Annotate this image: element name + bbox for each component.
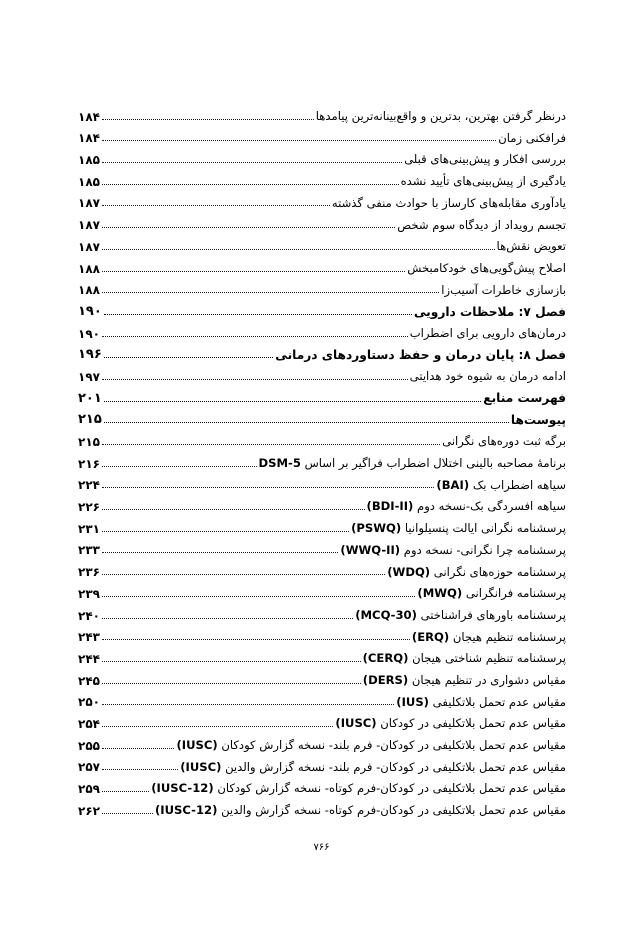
toc-entry xyxy=(78,449,566,471)
toc-entry-title xyxy=(411,629,566,645)
toc-entry-code: (IUSC-12) xyxy=(154,803,218,818)
dot-leader xyxy=(104,357,273,358)
dot-leader xyxy=(102,162,402,163)
toc-entry xyxy=(78,753,566,775)
dot-leader xyxy=(102,748,174,749)
table-of-contents xyxy=(78,102,566,818)
toc-entry xyxy=(78,579,566,601)
toc-page-number: ۱۹۶ xyxy=(78,347,102,363)
toc-entry xyxy=(78,796,566,818)
toc-entry xyxy=(78,666,566,688)
toc-entry-text: پرسشنامه چرا نگرانی- نسخه دوم xyxy=(403,542,566,557)
toc-entry-title xyxy=(409,325,566,341)
toc-entry xyxy=(78,709,566,731)
page-number: ۷۶۶ xyxy=(313,842,330,853)
toc-entry-title xyxy=(410,371,566,384)
toc-entry xyxy=(78,536,566,558)
dot-leader xyxy=(102,704,394,705)
toc-page-number: ۲۲۴ xyxy=(78,478,100,493)
dot-leader xyxy=(102,726,333,727)
toc-page-number: ۱۸۷ xyxy=(78,218,100,233)
toc-page-number: ۲۳۱ xyxy=(78,521,100,536)
toc-page-number: ۲۶۲ xyxy=(78,803,100,818)
toc-entry-title xyxy=(180,759,566,775)
toc-entry xyxy=(78,145,566,167)
toc-entry xyxy=(78,644,566,666)
toc-entry-text: تجسم رویداد از دیدگاه سوم شخص xyxy=(397,217,566,232)
toc-entry-text: فصل ۸: پایان درمان و حفظ دستاوردهای درمانی xyxy=(275,348,566,363)
toc-entry-text: مقیاس عدم تحمل بلاتکلیفی در کودکان-فرم کوتاه- نسخه گزارش کودکان xyxy=(217,781,566,796)
dot-leader xyxy=(102,205,330,206)
dot-leader xyxy=(102,249,495,250)
toc-entry-code: (IUSC) xyxy=(176,738,218,753)
toc-entry-text: تعویض نقش‌ها xyxy=(496,239,566,254)
toc-entry-title xyxy=(396,694,566,710)
dot-leader xyxy=(102,552,338,553)
dot-leader xyxy=(102,618,353,619)
toc-entry-title xyxy=(404,154,566,167)
toc-entry-text: مقیاس دشواری در تنظیم هیجان xyxy=(411,672,566,687)
toc-entry xyxy=(78,471,566,493)
toc-entry-title xyxy=(355,607,566,623)
toc-entry-title xyxy=(401,176,566,189)
toc-entry xyxy=(78,254,566,276)
toc-entry-title xyxy=(176,740,566,753)
toc-page-number: ۱۹۷ xyxy=(78,369,100,384)
toc-entry-title xyxy=(351,523,566,536)
toc-entry xyxy=(78,189,566,211)
toc-entry xyxy=(78,167,566,189)
toc-entry-text: فرافکنی زمان xyxy=(498,130,566,145)
dot-leader xyxy=(102,596,415,597)
toc-entry-text: پرسشنامه فرانگرانی xyxy=(465,586,566,601)
toc-page-number: ۱۸۵ xyxy=(78,174,100,189)
toc-entry-text: سیاهه افسردگی بک-نسخه دوم xyxy=(417,499,566,514)
toc-entry-title xyxy=(414,306,566,319)
toc-entry-text: بررسی افکار و پیش‌بینی‌های قبلی xyxy=(404,152,566,167)
toc-entry-code: (BAI) xyxy=(436,477,470,492)
toc-entry-title xyxy=(275,349,566,362)
toc-entry-title xyxy=(417,588,566,601)
toc-entry-text: بازسازی خاطرات آسیب‌زا xyxy=(441,282,566,297)
toc-entry-code: (WWQ-II) xyxy=(340,542,401,557)
toc-entry-title xyxy=(362,672,566,688)
toc-entry-text: مقیاس عدم تحمل بلاتکلیفی xyxy=(432,694,566,709)
dot-leader xyxy=(102,813,153,814)
toc-entry-title xyxy=(363,653,566,666)
toc-page-number: ۲۵۹ xyxy=(78,782,100,796)
toc-chapter-entry xyxy=(78,406,566,428)
toc-entry-text: مقیاس عدم تحمل بلاتکلیفی در کودکان xyxy=(380,716,566,731)
dot-leader xyxy=(102,140,496,141)
toc-entry-text: پرسشنامه تنظیم هیجان xyxy=(452,629,566,644)
toc-entry-code: (PSWQ) xyxy=(351,521,402,536)
dot-leader xyxy=(102,531,349,532)
toc-entry-text: یادآوری مقابله‌های کارساز با حوادث منفی گذشته xyxy=(331,195,566,210)
toc-page-number: ۱۸۴ xyxy=(78,109,100,124)
toc-entry-title xyxy=(151,783,566,796)
toc-entry-code: (BDI-II) xyxy=(366,499,414,514)
toc-page-number: ۲۵۴ xyxy=(78,716,100,731)
toc-entry-text: اصلاح پیش‌گویی‌های خودکامبخش xyxy=(407,260,566,275)
dot-leader xyxy=(104,314,412,315)
toc-entry xyxy=(78,124,566,146)
toc-page-number: ۲۳۳ xyxy=(78,543,100,558)
toc-page-number: ۲۱۵ xyxy=(78,412,102,428)
dot-leader xyxy=(102,271,405,272)
toc-entry-title xyxy=(497,241,566,254)
toc-entry xyxy=(78,362,566,384)
dot-leader xyxy=(102,119,314,120)
toc-entry-title xyxy=(335,718,566,731)
toc-entry xyxy=(78,102,566,124)
toc-entry-text: پیوست‌ها xyxy=(510,413,566,428)
dot-leader xyxy=(102,379,408,380)
toc-entry xyxy=(78,731,566,753)
toc-entry-code: (IUSC) xyxy=(180,759,222,774)
dot-leader xyxy=(104,422,509,423)
toc-entry-title xyxy=(442,436,566,449)
dot-leader xyxy=(102,336,408,337)
dot-leader xyxy=(102,509,365,510)
toc-page-number: ۱۸۴ xyxy=(78,131,100,146)
toc-entry xyxy=(78,557,566,579)
toc-entry-text: مقیاس عدم تحمل بلاتکلیفی در کودکان- فرم بلند- نسخه گزارش کودکان xyxy=(221,738,566,753)
toc-chapter-entry xyxy=(78,297,566,319)
toc-entry-title xyxy=(483,392,566,405)
toc-entry xyxy=(78,514,566,536)
toc-entry-title xyxy=(387,564,566,580)
toc-entry-code: (MWQ) xyxy=(417,586,463,601)
toc-entry-title xyxy=(331,195,566,211)
dot-leader xyxy=(104,401,481,402)
dot-leader xyxy=(102,769,178,770)
toc-page-number: ۲۲۶ xyxy=(78,500,100,515)
toc-page-number: ۱۸۸ xyxy=(78,283,100,298)
dot-leader xyxy=(102,487,434,488)
toc-entry-text: یادگیری از پیش‌بینی‌های تأیید نشده xyxy=(400,174,566,189)
toc-entry-title xyxy=(367,501,566,514)
dot-leader xyxy=(102,661,361,662)
toc-entry-text: فصل ۷: ملاحظات دارویی xyxy=(413,304,566,319)
toc-chapter-entry xyxy=(78,384,566,406)
toc-page-number: ۱۸۷ xyxy=(78,196,100,211)
dot-leader xyxy=(102,639,410,640)
toc-entry-text: پرسشنامه باورهای فراشناختی xyxy=(420,607,566,622)
toc-entry-code: (WDQ) xyxy=(387,564,431,579)
dot-leader xyxy=(102,683,361,684)
toc-entry-text: مقیاس عدم تحمل بلاتکلیفی در کودکان-فرم کوتاه- نسخه گزارش والدین xyxy=(221,803,566,818)
toc-entry-title xyxy=(340,542,566,558)
toc-page-number: ۲۱۶ xyxy=(78,456,100,471)
toc-page-number: ۱۹۰ xyxy=(78,303,102,319)
toc-page-number: ۱۸۸ xyxy=(78,261,100,276)
toc-entry-title xyxy=(155,805,566,818)
toc-entry xyxy=(78,601,566,623)
toc-entry xyxy=(78,623,566,645)
toc-page-number: ۲۵۵ xyxy=(78,738,100,753)
dot-leader xyxy=(102,574,385,575)
toc-entry-title xyxy=(259,458,566,471)
toc-entry xyxy=(78,774,566,796)
toc-entry xyxy=(78,688,566,710)
toc-page-number: ۲۵۷ xyxy=(78,760,100,775)
toc-entry-text: برگه ثبت دوره‌های نگرانی xyxy=(442,434,566,449)
toc-entry-title xyxy=(436,477,566,493)
toc-entry-text: درنظر گرفتن بهترین، بدترین و واقع‌بینانه‌ترین پیامدها xyxy=(315,109,566,124)
toc-entry xyxy=(78,427,566,449)
toc-entry-code: (ERQ) xyxy=(411,629,450,644)
toc-entry xyxy=(78,276,566,298)
toc-entry-title xyxy=(498,130,566,146)
toc-entry-text: برنامهٔ مصاحبه بالینی اختلال اضطراب فراگیر بر اساس xyxy=(304,456,566,471)
toc-page-number: ۲۴۰ xyxy=(78,608,100,623)
toc-entry-title xyxy=(397,217,566,233)
dot-leader xyxy=(102,227,395,228)
toc-entry-title xyxy=(407,260,566,276)
toc-entry-text: فهرست منابع xyxy=(483,391,566,406)
toc-entry xyxy=(78,232,566,254)
toc-entry-code: (CERQ) xyxy=(362,651,409,666)
toc-entry xyxy=(78,319,566,341)
toc-entry-code: (IUSC) xyxy=(335,716,377,731)
toc-entry-title xyxy=(511,414,566,427)
toc-page-number: ۱۸۵ xyxy=(78,153,100,168)
toc-entry-text: ادامه درمان به شیوه خود هدایتی xyxy=(409,369,566,384)
dot-leader xyxy=(102,466,257,467)
toc-entry-text: سیاهه اضطراب بک xyxy=(472,477,566,492)
toc-page-number: ۲۳۶ xyxy=(78,565,100,580)
toc-entry-code: (DERS) xyxy=(362,672,409,687)
toc-entry-text: درمان‌های دارویی برای اضطراب xyxy=(409,325,566,340)
toc-page-number: ۲۴۴ xyxy=(78,651,100,666)
toc-chapter-entry xyxy=(78,341,566,363)
toc-entry-code: (IUSC-12) xyxy=(151,781,214,796)
toc-page-number: ۲۳۹ xyxy=(78,586,100,601)
toc-page-number: ۲۴۵ xyxy=(78,673,100,688)
toc-entry-code: (IUS) xyxy=(396,694,429,709)
toc-page-number: ۲۰۱ xyxy=(78,390,102,406)
toc-entry-text: پرسشنامه نگرانی ایالت پنسیلوانیا xyxy=(404,521,566,536)
toc-entry-title xyxy=(316,111,566,124)
toc-page-number: ۲۵۰ xyxy=(78,695,100,710)
dot-leader xyxy=(102,791,149,792)
toc-entry xyxy=(78,492,566,514)
toc-entry-code: DSM-5 xyxy=(258,456,301,471)
toc-entry xyxy=(78,210,566,232)
dot-leader xyxy=(102,444,440,445)
toc-page-number: ۱۹۰ xyxy=(78,326,100,341)
toc-entry-text: مقیاس عدم تحمل بلاتکلیفی در کودکان- فرم بلند- نسخه گزارش والدین xyxy=(225,759,566,774)
toc-page-number: ۲۴۳ xyxy=(78,630,100,645)
toc-page-number: ۲۱۵ xyxy=(78,435,100,449)
dot-leader xyxy=(102,184,399,185)
toc-entry-text: پرسشنامه حوزه‌های نگرانی xyxy=(433,564,566,579)
toc-entry-code: (MCQ-30) xyxy=(355,607,417,622)
toc-page-number: ۱۸۷ xyxy=(78,239,100,254)
dot-leader xyxy=(102,292,439,293)
toc-entry-text: پرسشنامه تنظیم شناختی هیجان xyxy=(412,651,566,666)
toc-entry-title xyxy=(441,282,566,298)
